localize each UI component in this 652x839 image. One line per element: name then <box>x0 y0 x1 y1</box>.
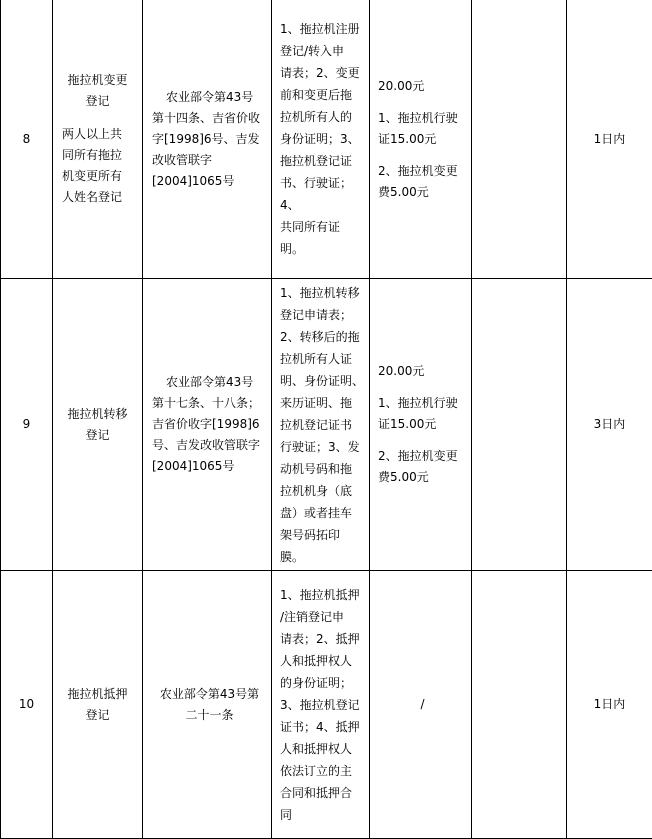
table-row <box>1 0 652 279</box>
legal-basis-text: 第十七条、十八条； 吉省价收字[1998]6 号、吉发改收管联字 [2004]1065号 <box>152 393 267 477</box>
item-name: 拖拉机变更 登记 <box>60 70 135 112</box>
fee-item: 1、拖拉机行驶 证15.00元 <box>378 108 467 150</box>
fee-item: 2、拖拉机变更 费5.00元 <box>378 161 467 203</box>
table-row <box>1 279 652 571</box>
item-cell <box>53 279 143 571</box>
item-cell <box>53 571 143 839</box>
legal-basis-cell <box>143 0 272 279</box>
table-row <box>1 571 652 839</box>
legal-basis-text: 第十四条、吉省价收 字[1998]6号、吉发 改收管联字 [2004]1065号 <box>152 108 267 192</box>
fees-cell <box>370 279 472 571</box>
fee-total: 20.00元 <box>378 361 467 382</box>
materials-cell: 1、拖拉机抵押 /注销登记申 请表；2、抵押 人和抵押权人 的身份证明； 3、拖拉机登记 证书；4、抵押 人和抵押权人 依法订立的主 合同和抵押合 同 <box>272 571 370 839</box>
item-name: 拖拉机抵押 登记 <box>60 684 135 726</box>
row-number: 10 <box>1 571 53 839</box>
empty-cell <box>472 0 567 279</box>
time-limit-cell: 1日内 <box>567 571 652 839</box>
time-limit-cell: 3日内 <box>567 279 652 571</box>
time-limit-cell: 1日内 <box>567 0 652 279</box>
legal-basis-text: 农业部令第43号第 二十一条 <box>152 684 267 726</box>
legal-basis-first-line: 农业部令第43号 <box>152 372 267 393</box>
empty-cell <box>472 571 567 839</box>
row-number: 9 <box>1 279 53 571</box>
fees-cell <box>370 0 472 279</box>
row-number: 8 <box>1 0 53 279</box>
empty-cell <box>472 279 567 571</box>
fee-total: 20.00元 <box>378 76 467 97</box>
fee-item: 2、拖拉机变更 费5.00元 <box>378 446 467 488</box>
fee-total: / <box>378 694 467 715</box>
legal-basis-first-line: 农业部令第43号 <box>152 87 267 108</box>
item-name: 拖拉机转移 登记 <box>60 404 135 446</box>
fees-cell <box>370 571 472 839</box>
fee-item: 1、拖拉机行驶 证15.00元 <box>378 393 467 435</box>
item-cell <box>53 0 143 279</box>
legal-basis-cell <box>143 571 272 839</box>
materials-cell: 1、拖拉机转移 登记申请表； 2、转移后的拖 拉机所有人证 明、身份证明、 来历证明、拖 拉机登记证书 行驶证；3、发 动机号码和拖 拉机机身（底 盘）或者挂车 架号码拓印 膜。 <box>272 279 370 571</box>
item-note: 两人以上共 同所有拖拉 机变更所有 人姓名登记 <box>60 124 135 208</box>
legal-basis-cell <box>143 279 272 571</box>
materials-cell: 1、拖拉机注册 登记/转入申 请表；2、变更 前和变更后拖 拉机所有人的 身份证明；3、 拖拉机登记证 书、行驶证；4、 共同所有证 明。 <box>272 0 370 279</box>
